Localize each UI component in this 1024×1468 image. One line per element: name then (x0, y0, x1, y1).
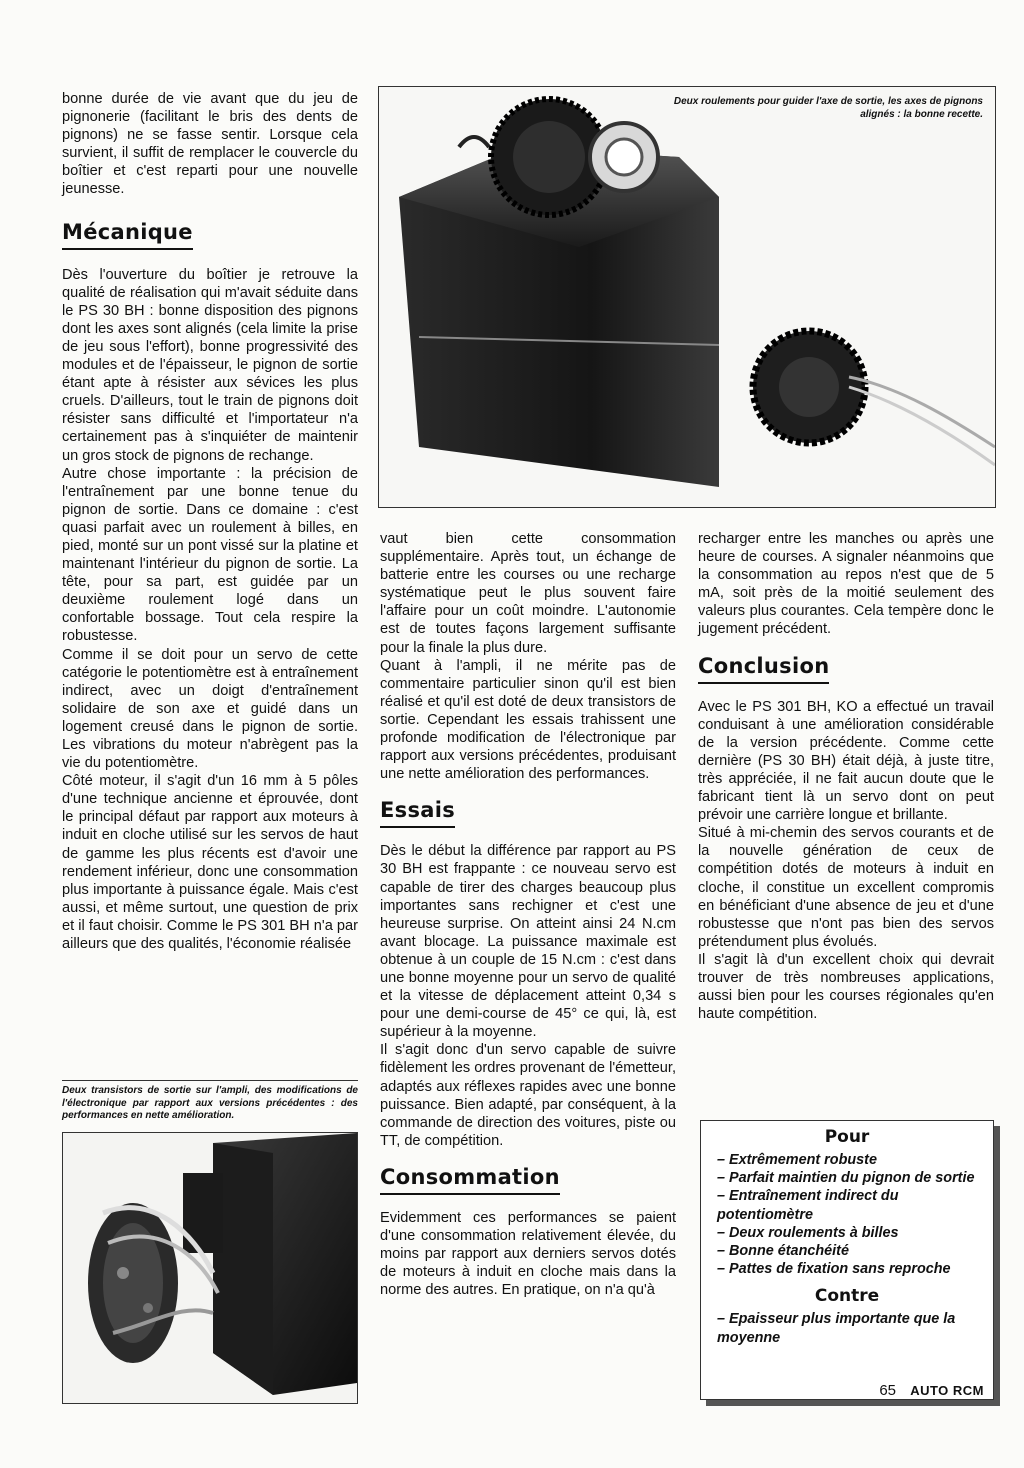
paragraph: Quant à l'ampli, il ne mérite pas de commentaire particulier sinon qu'il est bien réalisé et qu'il est doté de deux transistors de sortie. Cependant les essais trahissent une profonde modification de l'électronique par rapport aux versions précédentes, produisant une nette amélioration des performances. (380, 657, 676, 783)
photo-amplifier (62, 1132, 358, 1404)
pour-item: – Parfait maintien du pignon de sortie (717, 1170, 975, 1187)
paragraph: Dès le début la différence par rapport au PS 30 BH est frappante : ce nouveau servo est capable de tirer des charges beaucoup plus importantes sans rechigner et c'est une heureuse surprise. On atteint ainsi 24 N.cm avant blocage. La puissance maximale est obtenue à un couple de 15 N.cm : c'est dans une bonne moyenne pour un servo de qualité et la vitesse de déplacement atteint 0,34 s pour une demi-course de 45° ce qui, là, est supérieur à la moyenne. (380, 843, 676, 1041)
paragraph: Comme il se doit pour un servo de cette catégorie le potentiomètre est à entraînement indirect, avec un doigt d'entraînement solidaire de son axe et guidé dans un logement creusé dans le pignon de sortie. Les vibrations du moteur n'abrègent pas la vie du potentiomètre. (62, 646, 358, 772)
page-footer (879, 1382, 984, 1399)
photo-gearbox (378, 86, 996, 508)
paragraph: Dès l'ouverture du boîtier je retrouve la qualité de réalisation qui m'avait séduite dans le PS 30 BH : bonne disposition des pignons dont les axes sont alignés (cela limite la prise de jeu sous l'effort), bonne progressivité des modules et de l'épaisseur, le pignon de sortie étant apte à résister aux sévices les plus cruels. D'ailleurs, tout le train de pignons doit résister sans difficulté et l'importateur n'a certainement pas à s'inquiéter de maintenir un gros stock de pignons de rechange. (62, 266, 358, 464)
paragraph: Côté moteur, il s'agit d'un 16 mm à 5 pôles d'une technique ancienne et éprouvée, dont le principal défaut par rapport aux moteurs à induit en cloche utilisé sur les servos de haut de gamme les plus récents est d'avoir une rendement inférieur, donc une consommation plus importante à puissance égale. Mais c'est aussi, et même surtout, une question de prix et il faut choisir. Comme le PS 301 BH n'a par ailleurs que des qualités, l'économie réalisée (62, 773, 358, 953)
amplifier-photo-illustration (63, 1133, 357, 1403)
photo-caption-top: Deux roulements pour guider l'axe de sortie, les axes de pignons alignés : la bonne recette. (673, 96, 983, 120)
column-1 (62, 90, 358, 953)
contre-item: – Epaisseur plus importante que la moyenne (717, 1311, 956, 1346)
paragraph: Avec le PS 301 BH, KO a effectué un travail conduisant à une amélioration considérable de la version précédente. Comme cette dernière (PS 30 BH) était déjà, à juste titre, très appréciée, il ne fait aucun doute que le fabricant tient là un servo dont on peut prévoir une carrière longue et brillante. (698, 698, 994, 824)
photo-caption-left: Deux transistors de sortie sur l'ampli, des modifications de l'électronique par rapport aux versions précédentes : des performances en nette amélioration. (62, 1080, 358, 1123)
paragraph: Il s'agit donc d'un servo capable de suivre fidèlement les ordres provenant de l'émetteur, adaptés aux réflexes rapides avec une bonne puissance. Bien adapté, par conséquent, à la commande de direction des voitures, piste ou TT, de compétition. (380, 1042, 676, 1149)
column-3 (698, 530, 994, 1023)
pour-item: – Pattes de fixation sans reproche (717, 1261, 951, 1278)
pour-item: – Bonne étanchéité (717, 1243, 849, 1260)
heading-essais: Essais (380, 797, 455, 828)
pour-title: Pour (824, 1127, 870, 1147)
magazine-brand: AUTO RCM (910, 1383, 984, 1398)
pour-item: – Extrêmement robuste (717, 1152, 877, 1168)
heading-consommation: Consommation (380, 1164, 560, 1195)
pros-cons-box (700, 1120, 994, 1400)
contre-title: Contre (814, 1286, 880, 1307)
pour-item: – Entraînement indirect du potentiomètre (717, 1188, 899, 1223)
paragraph: Autre chose importante : la précision de l'entraînement par une bonne tenue du pignon de sortie. Dans ce domaine : c'est quasi parfait avec un roulement à billes, en pied, monté sur un pont vissé sur la platine et maintenant l'intérieur du pignon de sortie. La tête, pour sa part, est guidée par un deuxième roulement logé dans un confortable bossage. Tout cela respire la robustesse. (62, 465, 358, 645)
paragraph: Evidemment ces performances se paient d'une consommation relativement élevée, du moins par rapport aux derniers servos dotés de moteurs à induit en cloche mais dans la norme des autres. En pratique, on n'a qu'à (380, 1209, 676, 1299)
intro-paragraph: bonne durée de vie avant que du jeu de pignonerie (facilitant le bris des dents de pignons) ne se fasse sentir. Lorsque cela survient, il suffit de remplacer le couvercle du boîtier et c'est reparti pour une nouvelle jeunesse. (62, 91, 358, 198)
column-2 (380, 530, 676, 1299)
gearbox-photo-illustration (379, 87, 995, 507)
pour-item: – Deux roulements à billes (717, 1224, 899, 1241)
paragraph: vaut bien cette consommation supplémentaire. Après tout, un échange de batterie entre les courses ou une recharge systématique peut le plus souvent faire l'affaire pour un coût moindre. L'autonomie est de toutes façons largement suffisante pour la finale la plus dure. (380, 531, 676, 656)
heading-conclusion: Conclusion (698, 653, 829, 684)
page-number: 65 (879, 1382, 897, 1399)
paragraph: Il s'agit là d'un excellent choix qui devrait trouver de très nombreuses applications, aussi bien pour les courses régionales qu'en haute compétition. (698, 951, 994, 1023)
heading-mecanique: Mécanique (62, 219, 193, 250)
paragraph: recharger entre les manches ou après une heure de courses. A signaler néanmoins que la consommation au repos n'est que de 5 mA, soit près de la moitié seulement des valeurs plus courantes. Cela tempère donc le jugement précédent. (698, 531, 994, 638)
paragraph: Situé à mi-chemin des servos courants et de la nouvelle génération de ceux de compétition dotés de moteurs à induit en cloche, il constitue un excellent compromis en bénéficiant d'une absence de jeu et d'une robustesse que n'ont pas bien des servos prétendument plus évolués. (698, 825, 994, 950)
